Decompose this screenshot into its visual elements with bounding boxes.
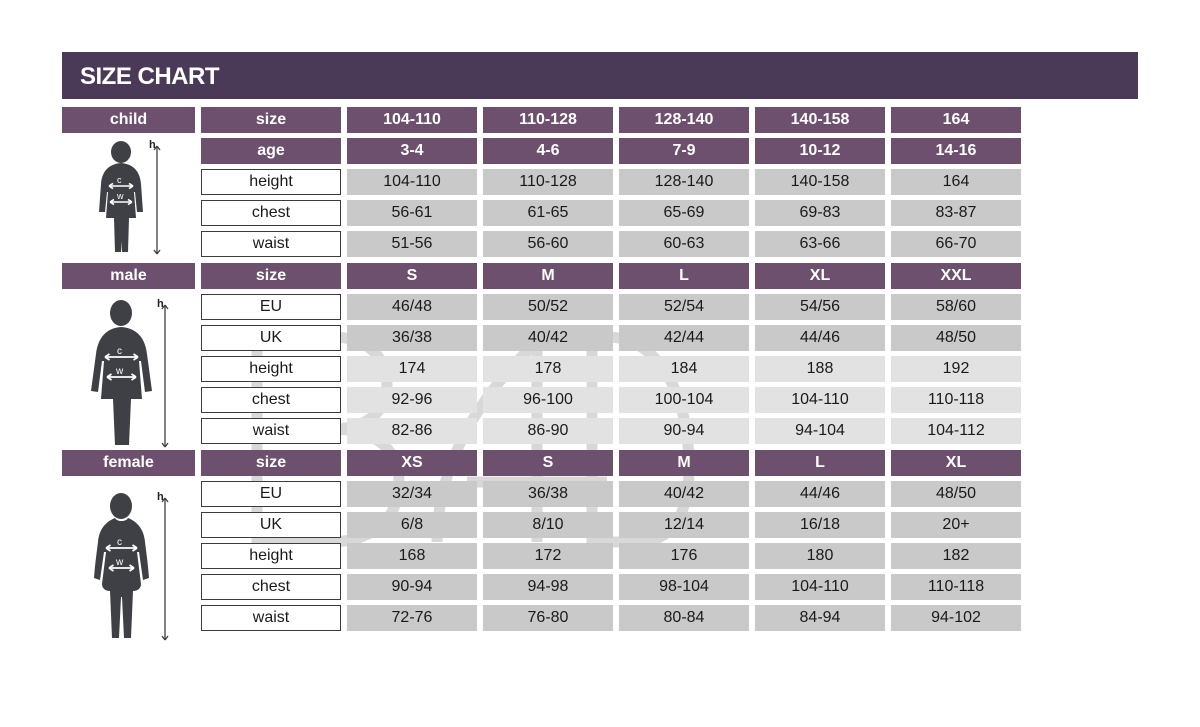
table-row <box>62 263 1138 289</box>
value-cell: 82-86 <box>347 418 477 444</box>
attr-cell: chest <box>201 574 341 600</box>
value-cell: 48/50 <box>891 325 1021 351</box>
value-cell: 110-128 <box>483 169 613 195</box>
table-row <box>62 231 1138 257</box>
value-cell: 184 <box>619 356 749 382</box>
value-cell: 140-158 <box>755 169 885 195</box>
value-cell: 180 <box>755 543 885 569</box>
spacer <box>62 294 195 320</box>
svg-text:c: c <box>116 537 122 548</box>
value-header: 3-4 <box>347 138 477 164</box>
attr-header: size <box>201 263 341 289</box>
table-row <box>62 107 1138 133</box>
value-cell: 104-112 <box>891 418 1021 444</box>
value-cell: 110-118 <box>891 387 1021 413</box>
spacer <box>62 605 195 631</box>
size-table <box>62 107 1138 636</box>
value-cell: 80-84 <box>619 605 749 631</box>
value-cell: 12/14 <box>619 512 749 538</box>
section-label-female: female <box>62 450 195 476</box>
value-cell: 90-94 <box>619 418 749 444</box>
attr-cell: waist <box>201 605 341 631</box>
attr-cell: waist <box>201 418 341 444</box>
value-header: 7-9 <box>619 138 749 164</box>
spacer <box>62 481 195 507</box>
spacer <box>62 200 195 226</box>
svg-text:h: h <box>156 491 164 503</box>
value-cell: 104-110 <box>755 574 885 600</box>
attr-cell: height <box>201 356 341 382</box>
value-cell: 44/46 <box>755 325 885 351</box>
section-label-child: child <box>62 107 195 133</box>
attr-header: size <box>201 450 341 476</box>
table-row <box>62 450 1138 476</box>
spacer <box>62 356 195 382</box>
value-cell: 72-76 <box>347 605 477 631</box>
svg-text:w: w <box>115 557 123 568</box>
spacer <box>62 169 195 195</box>
value-cell: 128-140 <box>619 169 749 195</box>
value-cell: 94-98 <box>483 574 613 600</box>
attr-cell: EU <box>201 481 341 507</box>
spacer <box>62 418 195 444</box>
table-row <box>62 387 1138 413</box>
table-row <box>62 418 1138 444</box>
attr-cell: chest <box>201 200 341 226</box>
value-cell: 40/42 <box>619 481 749 507</box>
chest-letter: c <box>116 175 121 185</box>
svg-text:h: h <box>156 298 164 310</box>
spacer <box>62 574 195 600</box>
table-row <box>62 200 1138 226</box>
value-cell: 51-56 <box>347 231 477 257</box>
value-cell: 94-102 <box>891 605 1021 631</box>
value-header: 110-128 <box>483 107 613 133</box>
value-cell: 42/44 <box>619 325 749 351</box>
spacer <box>62 325 195 351</box>
value-cell: 54/56 <box>755 294 885 320</box>
height-letter: h <box>148 139 156 151</box>
value-cell: 96-100 <box>483 387 613 413</box>
value-header: 164 <box>891 107 1021 133</box>
table-row <box>62 356 1138 382</box>
value-cell: 76-80 <box>483 605 613 631</box>
svg-text:c: c <box>116 346 122 357</box>
value-cell: 63-66 <box>755 231 885 257</box>
value-header: M <box>619 450 749 476</box>
value-header: L <box>755 450 885 476</box>
value-cell: 174 <box>347 356 477 382</box>
table-row <box>62 169 1138 195</box>
value-cell: 188 <box>755 356 885 382</box>
spacer <box>62 138 195 164</box>
attr-header: size <box>201 107 341 133</box>
value-header: XS <box>347 450 477 476</box>
table-row <box>62 325 1138 351</box>
value-cell: 168 <box>347 543 477 569</box>
value-cell: 6/8 <box>347 512 477 538</box>
value-cell: 92-96 <box>347 387 477 413</box>
value-cell: 100-104 <box>619 387 749 413</box>
value-cell: 32/34 <box>347 481 477 507</box>
value-cell: 61-65 <box>483 200 613 226</box>
value-cell: 192 <box>891 356 1021 382</box>
value-cell: 36/38 <box>483 481 613 507</box>
value-header: XL <box>755 263 885 289</box>
value-cell: 83-87 <box>891 200 1021 226</box>
attr-cell: EU <box>201 294 341 320</box>
table-row <box>62 481 1138 507</box>
value-cell: 44/46 <box>755 481 885 507</box>
value-header: XXL <box>891 263 1021 289</box>
table-row <box>62 294 1138 320</box>
table-row <box>62 512 1138 538</box>
value-header: 10-12 <box>755 138 885 164</box>
value-header: L <box>619 263 749 289</box>
value-cell: 69-83 <box>755 200 885 226</box>
value-header: XL <box>891 450 1021 476</box>
value-cell: 178 <box>483 356 613 382</box>
value-cell: 65-69 <box>619 200 749 226</box>
table-row <box>62 138 1138 164</box>
svg-text:w: w <box>115 366 123 377</box>
value-cell: 56-61 <box>347 200 477 226</box>
value-cell: 86-90 <box>483 418 613 444</box>
page-title: SIZE CHART <box>80 63 219 90</box>
value-cell: 172 <box>483 543 613 569</box>
spacer <box>62 512 195 538</box>
value-cell: 16/18 <box>755 512 885 538</box>
value-cell: 48/50 <box>891 481 1021 507</box>
value-cell: 104-110 <box>755 387 885 413</box>
attr-cell: UK <box>201 512 341 538</box>
value-cell: 104-110 <box>347 169 477 195</box>
value-cell: 94-104 <box>755 418 885 444</box>
size-chart-sheet <box>62 52 1138 656</box>
value-cell: 60-63 <box>619 231 749 257</box>
waist-letter: w <box>116 191 123 201</box>
value-cell: 56-60 <box>483 231 613 257</box>
value-cell: 52/54 <box>619 294 749 320</box>
attr-cell: chest <box>201 387 341 413</box>
value-header: M <box>483 263 613 289</box>
attr-cell: height <box>201 543 341 569</box>
value-cell: 46/48 <box>347 294 477 320</box>
value-cell: 36/38 <box>347 325 477 351</box>
value-cell: 58/60 <box>891 294 1021 320</box>
table-row <box>62 543 1138 569</box>
table-row <box>62 605 1138 631</box>
value-cell: 66-70 <box>891 231 1021 257</box>
value-cell: 98-104 <box>619 574 749 600</box>
value-cell: 110-118 <box>891 574 1021 600</box>
value-header: 104-110 <box>347 107 477 133</box>
value-header: 140-158 <box>755 107 885 133</box>
value-header: 14-16 <box>891 138 1021 164</box>
spacer <box>62 543 195 569</box>
value-header: 128-140 <box>619 107 749 133</box>
spacer <box>62 387 195 413</box>
spacer <box>62 231 195 257</box>
value-cell: 90-94 <box>347 574 477 600</box>
table-row <box>62 574 1138 600</box>
value-cell: 182 <box>891 543 1021 569</box>
attr-header: age <box>201 138 341 164</box>
value-cell: 84-94 <box>755 605 885 631</box>
value-header: 4-6 <box>483 138 613 164</box>
value-header: S <box>347 263 477 289</box>
value-cell: 20+ <box>891 512 1021 538</box>
value-cell: 8/10 <box>483 512 613 538</box>
section-label-male: male <box>62 263 195 289</box>
attr-cell: UK <box>201 325 341 351</box>
attr-cell: waist <box>201 231 341 257</box>
value-header: S <box>483 450 613 476</box>
title-bar <box>62 52 1138 99</box>
value-cell: 50/52 <box>483 294 613 320</box>
value-cell: 164 <box>891 169 1021 195</box>
value-cell: 176 <box>619 543 749 569</box>
attr-cell: height <box>201 169 341 195</box>
value-cell: 40/42 <box>483 325 613 351</box>
